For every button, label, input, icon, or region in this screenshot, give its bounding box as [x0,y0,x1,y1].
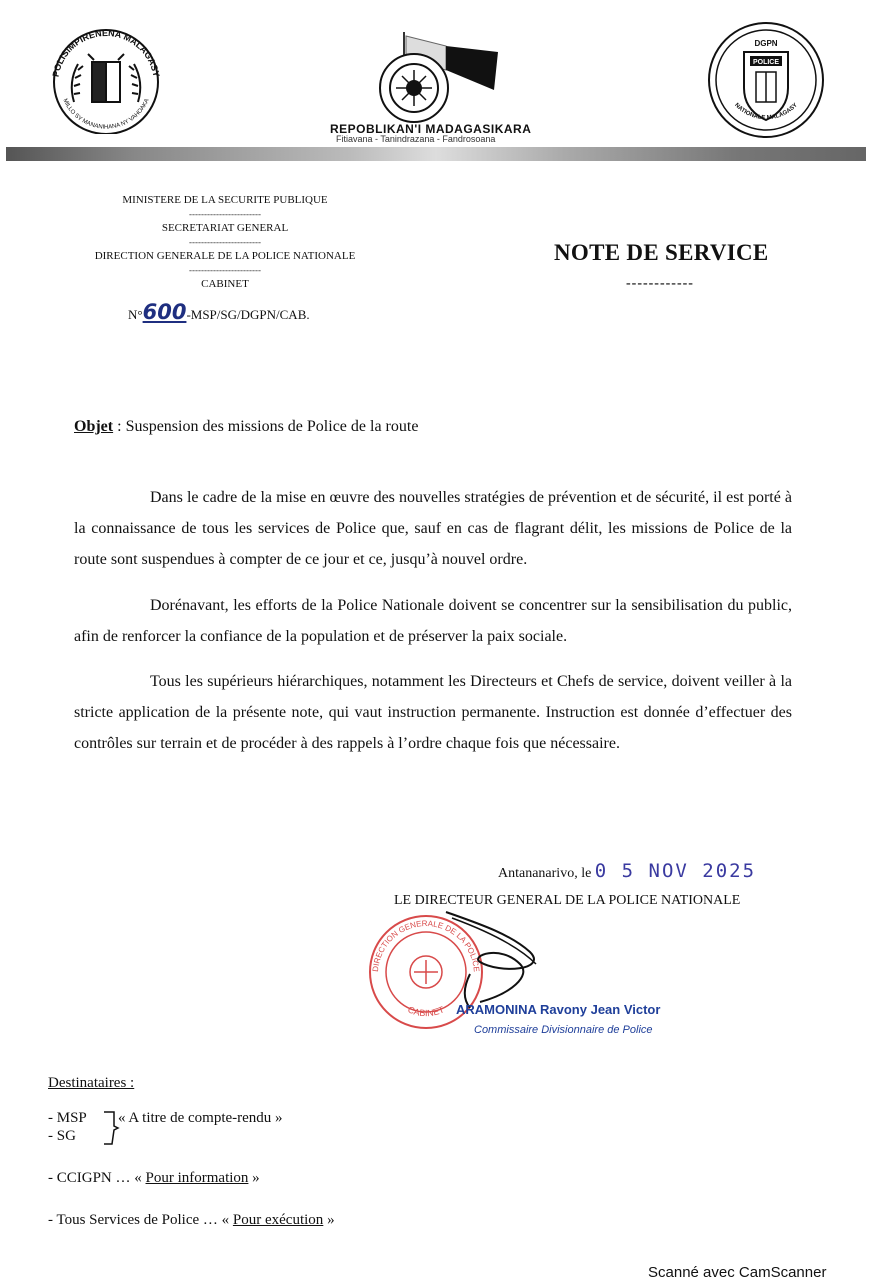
dgpn-top-text: DGPN [754,39,778,48]
emblem-top-text: POLISIMPIRENENA MALAGASY [50,27,162,78]
dgpn-bottom-text: NATIONALE MALAGASY [733,102,799,122]
cabinet-name: CABINET [201,278,249,290]
handwritten-signature [440,904,570,1014]
recipient-all-services [48,1212,335,1229]
body-paragraph-3: Tous les supérieurs hiérarchiques, notamment les Directeurs et Chefs de service, doivent veiller à la stricte application de la présente note, qui vaut instruction permanente. Instruction est donnée d’effectuer des contrôles sur terrain et de procéder à des rappels à l’ordre chaque fois que nécessaire. [74,673,792,752]
stamp-bottom-text: CABINET [406,1004,446,1019]
date-stamp: 0 5 NOV 2025 [594,860,757,882]
recipient-all-note: Pour exécution [232,1212,324,1228]
recipient-ccigpn [48,1170,260,1187]
republic-motto: Fitiavana - Tanindrazana - Fandrosoana [336,134,496,144]
direction-name: DIRECTION GENERALE DE LA POLICE NATIONALE [94,250,356,262]
recipient-note-1: « A titre de compte-rendu » [118,1110,283,1126]
emblem-bottom-text: MILLO SY MANANIHANA NY VAHOAKA [61,97,151,131]
ref-number: 600 [142,300,187,324]
republic-name: REPOBLIKAN'I MADAGASIKARA [330,122,532,136]
recipients-title: Destinataires : [48,1075,135,1091]
scanner-watermark: Scanné avec CamScanner [648,1264,827,1281]
place-date [498,860,756,882]
subject-line [74,418,418,436]
header-band [6,147,866,161]
recipient-ccigpn-prefix: - CCIGPN … « [48,1170,142,1186]
recipient-sg: - SG [48,1128,76,1144]
signatory-rank: Commissaire Divisionnaire de Police [474,1024,653,1036]
ref-prefix: N° [128,307,143,322]
stamp-top-text: DIRECTION GENERALE DE LA POLICE [370,918,482,973]
subject-text: Suspension des missions de Police de la route [125,418,419,435]
ref-suffix: -MSP/SG/DGPN/CAB. [186,307,310,322]
secretariat-name: SECRETARIAT GENERAL [161,222,289,234]
reference-number [128,300,310,324]
dgpn-badge-text: POLICE [752,59,780,66]
brace-mark [100,1110,120,1146]
director-title: LE DIRECTEUR GENERAL DE LA POLICE NATIONALE [394,893,741,908]
signatory-name: ARAMONINA Ravony Jean Victor [456,1002,661,1017]
recipient-all-prefix: - Tous Services de Police … « [48,1212,230,1228]
recipient-ccigpn-note: Pour information [145,1170,249,1186]
recipient-all-suffix: » [327,1212,335,1228]
subject-sep: : [113,418,126,435]
place: Antananarivo, le [498,866,592,881]
recipient-msp: - MSP [48,1110,87,1126]
separator-dots: ------------------------ [189,209,261,219]
separator-dots: ------------------------ [189,237,261,247]
title-underline: ------------ [626,276,694,291]
police-emblem-left [44,24,168,134]
body-paragraph-2: Dorénavant, les efforts de la Police Nationale doivent se concentrer sur la sensibilisation du public, afin de renforcer la confiance de la population et de préserver la paix sociale. [74,597,792,645]
separator-dots: ------------------------ [189,265,261,275]
dgpn-emblem-right [706,20,826,140]
body-paragraph-1: Dans le cadre de la mise en œuvre des nouvelles stratégies de prévention et de sécurité, il est porté à la connaissance de tous les services de Police que, sauf en cas de flagrant délit, les missions de Police de la route sont suspendues à compter de ce jour et ce, jusqu’à nouvel ordre. [74,489,792,568]
republic-seal [376,30,506,126]
ministry-name: MINISTERE DE LA SECURITE PUBLIQUE [122,194,328,206]
document-title: NOTE DE SERVICE [554,240,769,265]
recipient-ccigpn-suffix: » [252,1170,260,1186]
subject-label: Objet [74,418,114,435]
